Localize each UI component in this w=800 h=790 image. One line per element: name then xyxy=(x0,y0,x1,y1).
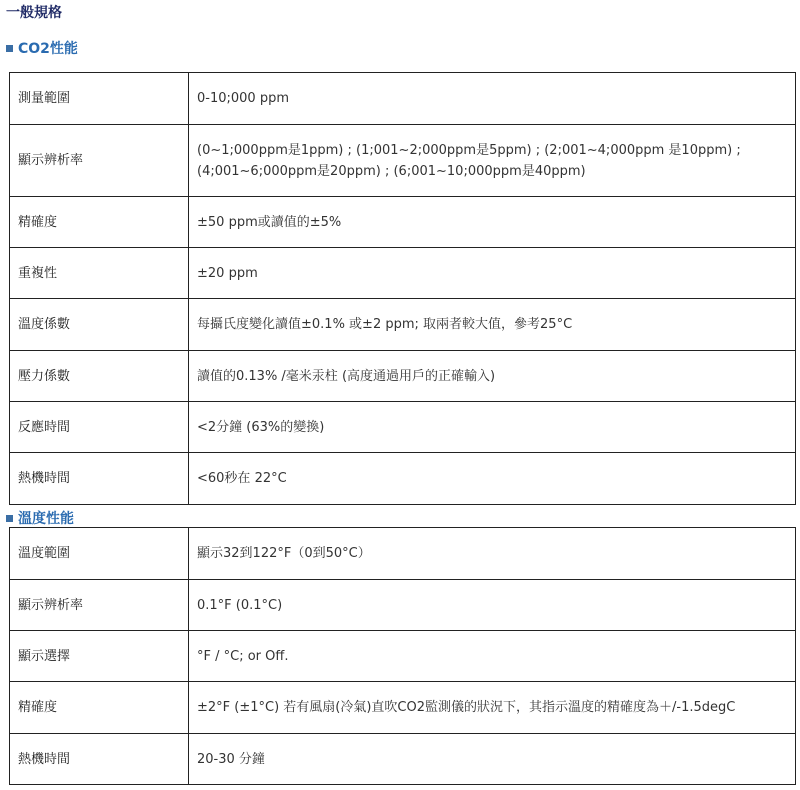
row-label: 顯示選擇 xyxy=(10,631,189,682)
row-value: ±50 ppm或讀值的±5% xyxy=(189,197,796,248)
table-row xyxy=(10,299,796,351)
row-value xyxy=(189,125,796,197)
table-row xyxy=(10,682,796,734)
row-label: 精確度 xyxy=(10,682,189,734)
row-value-line-2: (4;001~6;000ppm是20ppm) ; (6;001~10;000ppm是40ppm) xyxy=(197,163,586,179)
row-value: 每攝氏度變化讀值±0.1% 或±2 ppm; 取兩者較大值，參考25°C xyxy=(189,299,796,351)
row-label: 顯示辨析率 xyxy=(10,125,189,197)
table-row xyxy=(10,197,796,248)
table-row xyxy=(10,453,796,505)
row-value: 顯示32到122°F（0到50°C） xyxy=(189,528,796,580)
row-label: 熱機時間 xyxy=(10,734,189,785)
table-row xyxy=(10,528,796,580)
row-label: 溫度範圍 xyxy=(10,528,189,580)
row-label: 溫度係數 xyxy=(10,299,189,351)
table-row xyxy=(10,73,796,125)
square-bullet-icon xyxy=(6,45,13,52)
table-row xyxy=(10,125,796,197)
co2-section-title: CO2性能 xyxy=(18,41,78,57)
row-label: 重複性 xyxy=(10,248,189,299)
row-label: 顯示辨析率 xyxy=(10,580,189,631)
row-label: 測量範圍 xyxy=(10,73,189,125)
co2-spec-table xyxy=(9,72,796,505)
temp-section-heading xyxy=(6,508,74,528)
temp-section-title: 溫度性能 xyxy=(18,511,74,527)
row-label: 反應時間 xyxy=(10,402,189,453)
row-value: 20-30 分鐘 xyxy=(189,734,796,785)
temp-spec-table xyxy=(9,527,796,785)
square-bullet-icon xyxy=(6,515,13,522)
row-label: 熱機時間 xyxy=(10,453,189,505)
table-row xyxy=(10,248,796,299)
table-row xyxy=(10,734,796,785)
row-label: 精確度 xyxy=(10,197,189,248)
row-value: 0.1°F (0.1°C) xyxy=(189,580,796,631)
co2-section-heading xyxy=(6,38,78,58)
row-value: 0-10;000 ppm xyxy=(189,73,796,125)
row-label: 壓力係數 xyxy=(10,351,189,402)
page-heading: 一般規格 xyxy=(6,5,62,21)
row-value: ±2°F (±1°C) 若有風扇(冷氣)直吹CO2監測儀的狀況下，其指示溫度的精確度為＋/-1.5degC xyxy=(189,682,796,734)
row-value: <2分鐘 (63%的變換) xyxy=(189,402,796,453)
table-row xyxy=(10,580,796,631)
row-value: °F / °C; or Off. xyxy=(189,631,796,682)
row-value: ±20 ppm xyxy=(189,248,796,299)
table-row xyxy=(10,351,796,402)
row-value: 讀值的0.13% /毫米汞柱 (高度通過用戶的正確輸入) xyxy=(189,351,796,402)
row-value-line-1: (0~1;000ppm是1ppm) ; (1;001~2;000ppm是5ppm) ; (2;001~4;000ppm 是10ppm) ; xyxy=(197,142,741,158)
table-row xyxy=(10,631,796,682)
row-value: <60秒在 22°C xyxy=(189,453,796,505)
table-row xyxy=(10,402,796,453)
